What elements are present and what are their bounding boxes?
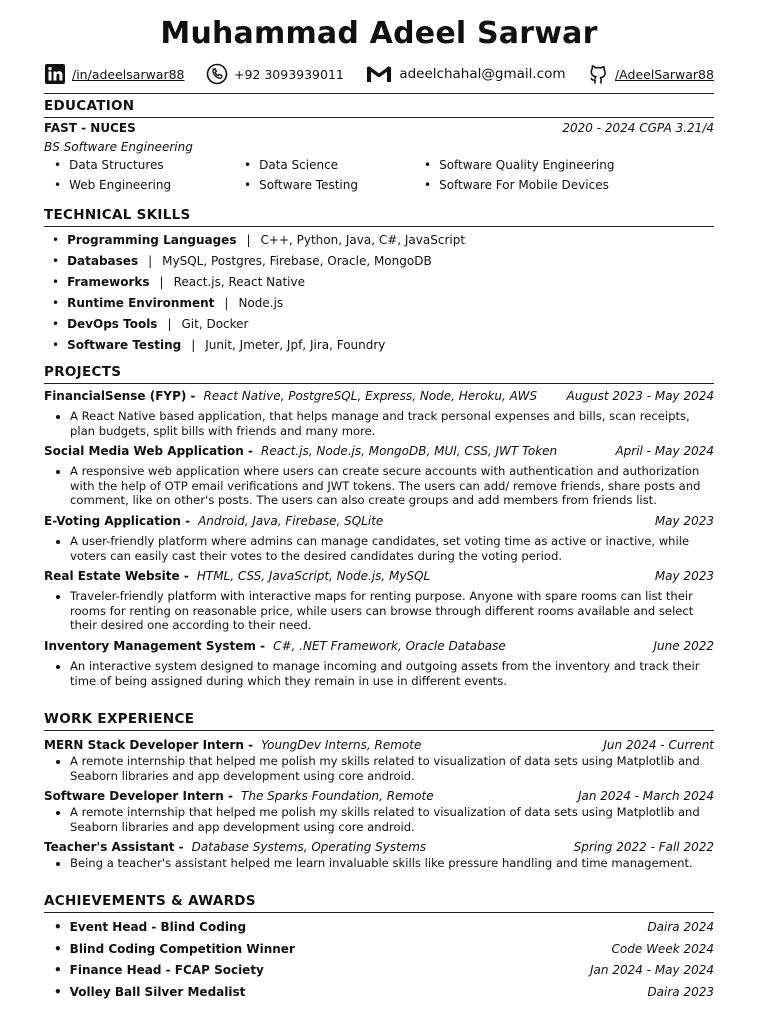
degree: BS Software Engineering	[44, 140, 193, 154]
email-contact	[365, 63, 565, 85]
project-description: • An interactive system designed to manage incoming and outgoing assets from the inventory and track their time of being assigned during which they remain in use in different events.	[70, 659, 714, 688]
work-entry: Software Developer Intern - The Sparks Foundation, Remote Jan 2024 - March 2024 • A remote internship that helped me polish my skills related to visualization of data sets using Matplotlib and Seaborn libraries and app development using core android.	[44, 789, 714, 834]
awards-section	[44, 893, 714, 1003]
project-date: August 2023 - May 2024	[566, 389, 714, 403]
linkedin-contact	[44, 63, 185, 85]
skill-item: • Programming Languages | C++, Python, Java, C#, JavaScript	[44, 230, 714, 251]
work-description: • A remote internship that helped me polish my skills related to visualization of data sets using Matplotlib and Seaborn libraries and app development using core android.	[70, 805, 714, 834]
skill-item: • Frameworks | React.js, React Native	[44, 272, 714, 293]
skill-item: • Runtime Environment | Node.js	[44, 293, 714, 314]
course-item: • Software Testing	[244, 175, 424, 195]
resume-page	[44, 0, 714, 999]
project-title: Inventory Management System	[44, 638, 256, 653]
project-description: • A React Native based application, that helps manage and track personal expenses and bills, scan receipts, plan budgets, split bills with friends and many more.	[70, 409, 714, 438]
work-org: The Sparks Foundation, Remote	[241, 789, 434, 804]
project-tech: React Native, PostgreSQL, Express, Node, Heroku, AWS	[203, 389, 538, 403]
work-description: • Being a teacher's assistant helped me learn invaluable skills like pressure handling and time management.	[70, 856, 714, 871]
work-title: Software Developer Intern	[44, 789, 224, 804]
course-item: • Software For Mobile Devices	[424, 175, 704, 195]
course-item: • Software Quality Engineering	[424, 155, 704, 175]
work-entry: MERN Stack Developer Intern - YoungDev Interns, Remote Jun 2024 - Current • A remote internship that helped me polish my skills related to visualization of data sets using Matplotlib and Seaborn libraries and app development using core android.	[44, 738, 714, 783]
phone-number: +92 3093939011	[233, 66, 344, 82]
projects-section	[44, 364, 714, 688]
project-tech: Android, Java, Firebase, SQLite	[198, 513, 384, 528]
work-date: Jun 2024 - Current	[603, 738, 714, 752]
github-icon	[587, 63, 609, 85]
project-date: May 2023	[654, 513, 714, 528]
work-date: Jan 2024 - March 2024	[577, 789, 714, 804]
section-heading: PROJECTS	[44, 364, 714, 384]
skill-item: • Software Testing | Junit, Jmeter, Jpf, Jira, Foundry	[44, 335, 714, 356]
work-title: Teacher's Assistant	[44, 840, 175, 855]
school-name: FAST - NUCES	[44, 121, 136, 135]
project-tech: HTML, CSS, JavaScript, Node.js, MySQL	[196, 569, 431, 584]
education-dates: 2020 - 2024 CGPA 3.21/4	[562, 121, 714, 135]
phone-contact	[206, 63, 344, 85]
project-description: • Traveler-friendly platform with interactive maps for renting purpose. Anyone with spare rooms can list their rooms for renting on reasonable price, while users can browse through different rooms available and select their desired one according to their need.	[70, 589, 714, 633]
github-contact	[587, 63, 714, 85]
award-item: • Event Head - Blind Coding Daira 2024	[54, 920, 714, 934]
project-title: Social Media Web Application	[44, 444, 244, 459]
course-item: • Web Engineering	[54, 175, 244, 195]
project-title: E-Voting Application	[44, 513, 181, 528]
course-list	[44, 155, 714, 195]
project-date: May 2023	[654, 569, 714, 584]
project-date: April - May 2024	[615, 444, 714, 459]
github-link[interactable]: /AdeelSarwar88	[614, 66, 714, 82]
skill-item: • Databases | MySQL, Postgres, Firebase, Oracle, MongoDB	[44, 251, 714, 272]
linkedin-icon	[44, 63, 66, 85]
phone-icon	[206, 63, 228, 85]
work-entry: Teacher's Assistant - Database Systems, Operating Systems Spring 2022 - Fall 2022 • Being a teacher's assistant helped me learn invaluable skills like pressure handling and time management.	[44, 840, 714, 871]
section-heading: TECHNICAL SKILLS	[44, 207, 714, 227]
project-description: • A responsive web application where users can create secure accounts with authentication and authorization with the help of OTP email verifications and JWT tokens. The users can add/ remove friends, share posts and comment, like on other's posts. The users can also create groups and add members from friends list.	[70, 464, 714, 508]
project-tech: C#, .NET Framework, Oracle Database	[273, 638, 506, 653]
resume-name: Muhammad Adeel Sarwar	[160, 16, 598, 51]
work-org: YoungDev Interns, Remote	[261, 738, 422, 752]
award-item: • Finance Head - FCAP Society Jan 2024 - May 2024	[54, 963, 714, 977]
course-item: • Data Structures	[54, 155, 244, 175]
work-section	[44, 711, 714, 871]
work-description: • A remote internship that helped me polish my skills related to visualization of data sets using Matplotlib and Seaborn libraries and app development using core android.	[70, 754, 714, 783]
project-entry: Real Estate Website - HTML, CSS, JavaScript, Node.js, MySQL May 2023 • Traveler-friendly platform with interactive maps for renting purpose. Anyone with spare rooms can list their rooms for renting on reasonable price, while users can browse through different rooms available and select their desired one according to their need.	[44, 569, 714, 633]
award-item: • Blind Coding Competition Winner Code Week 2024	[54, 941, 714, 956]
contact-bar	[44, 63, 714, 85]
email-address[interactable]: adeelchahal@gmail.com	[399, 66, 566, 82]
project-title: Real Estate Website	[44, 569, 180, 584]
work-org: Database Systems, Operating Systems	[191, 840, 427, 855]
section-heading: EDUCATION	[44, 98, 714, 118]
section-heading: ACHIEVEMENTS & AWARDS	[44, 893, 714, 913]
project-tech: React.js, Node.js, MongoDB, MUI, CSS, JWT Token	[261, 444, 558, 459]
project-title: FinancialSense (FYP)	[44, 389, 187, 403]
skills-section	[44, 207, 714, 356]
work-date: Spring 2022 - Fall 2022	[573, 840, 714, 855]
project-entry: FinancialSense (FYP) - React Native, PostgreSQL, Express, Node, Heroku, AWS August 2023 - May 2024 • A React Native based application, that helps manage and track personal expenses and bills, scan receipts, plan budgets, split bills with friends and many more.	[44, 389, 714, 438]
award-item: • Volley Ball Silver Medalist Daira 2023	[54, 984, 714, 999]
skill-item: • DevOps Tools | Git, Docker	[44, 314, 714, 335]
work-title: MERN Stack Developer Intern	[44, 738, 244, 752]
education-section	[44, 98, 714, 195]
course-item: • Data Science	[244, 155, 424, 175]
project-date: June 2022	[653, 638, 714, 653]
mail-icon	[365, 63, 393, 85]
project-entry: E-Voting Application - Android, Java, Firebase, SQLite May 2023 • A user-friendly platform where admins can manage candidates, set voting time as active or inactive, while voters can easily cast their votes to the desired candidates during the voting period.	[44, 514, 714, 563]
project-entry: Social Media Web Application - React.js, Node.js, MongoDB, MUI, CSS, JWT Token April - May 2024 • A responsive web application where users can create secure accounts with authentication and authorization with the help of OTP email verifications and JWT tokens. The users can add/ remove friends, share posts and comment, like on other's posts. The users can also create groups and add members from friends list.	[44, 444, 714, 508]
header-divider	[44, 93, 714, 94]
project-entry: Inventory Management System - C#, .NET Framework, Oracle Database June 2022 • An interactive system designed to manage incoming and outgoing assets from the inventory and track their time of being assigned during which they remain in use in different events.	[44, 639, 714, 688]
project-description: • A user-friendly platform where admins can manage candidates, set voting time as active or inactive, while voters can easily cast their votes to the desired candidates during the voting period.	[70, 534, 714, 563]
linkedin-link[interactable]: /in/adeelsarwar88	[72, 66, 185, 82]
section-heading: WORK EXPERIENCE	[44, 711, 714, 731]
